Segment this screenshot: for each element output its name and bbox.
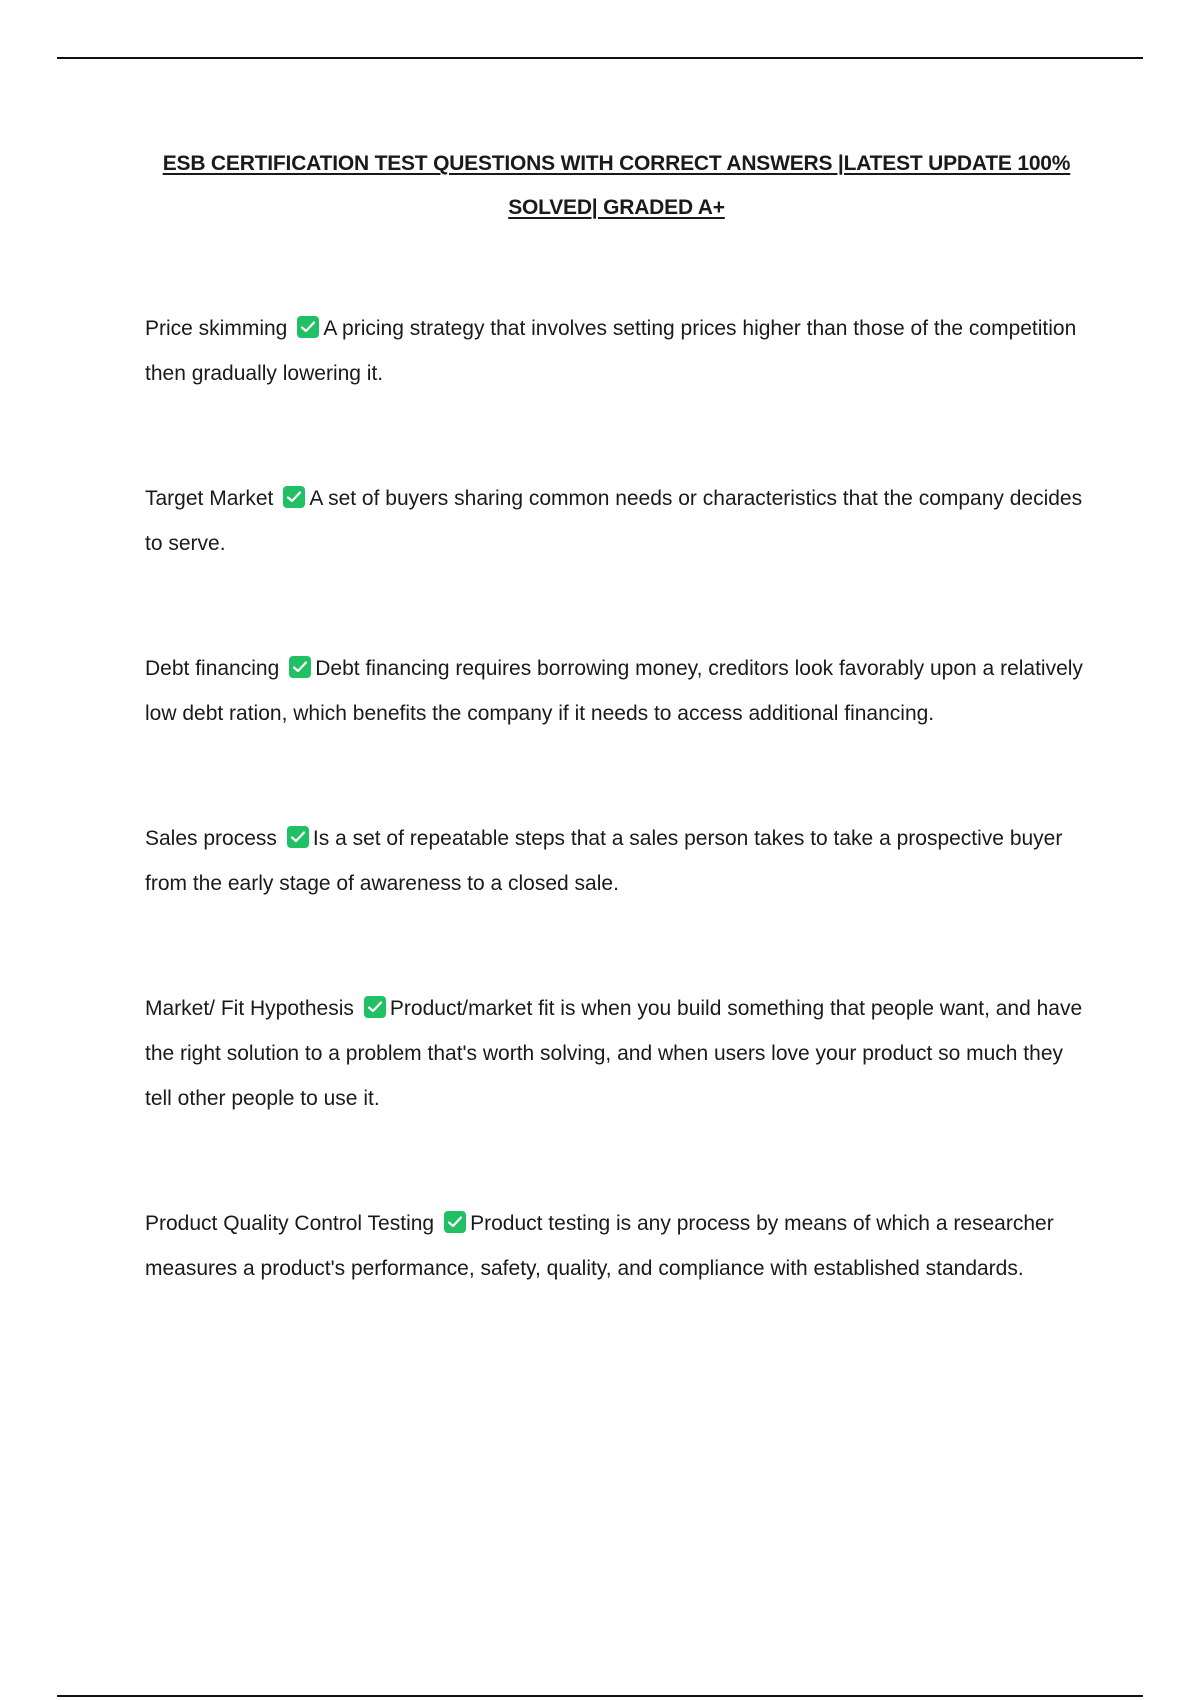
entry-term: Price skimming: [145, 317, 288, 340]
entry-target-market: [145, 476, 1095, 566]
entry-product-quality-control-testing: [145, 1201, 1095, 1291]
check-mark-icon: [283, 486, 305, 508]
check-mark-icon: [364, 996, 386, 1018]
entry-sales-process: [145, 816, 1095, 906]
check-mark-icon: [287, 826, 309, 848]
entry-definition: A set of buyers sharing common needs or characteristics that the company decides to serve.: [145, 487, 1083, 555]
entry-definition: Product/market fit is when you build something that people want, and have the right solution to a problem that's worth solving, and when users love your product so much they tell other people to use it.: [145, 997, 1083, 1110]
entry-definition: Is a set of repeatable steps that a sales person takes to take a prospective buyer from the early stage of awareness to a closed sale.: [145, 827, 1063, 895]
check-mark-icon: [289, 656, 311, 678]
check-mark-icon: [297, 316, 319, 338]
entry-term: Market/ Fit Hypothesis: [145, 997, 354, 1020]
entry-list: [145, 306, 1095, 1291]
entry-definition: A pricing strategy that involves setting prices higher than those of the competition then gradually lowering it.: [145, 317, 1077, 385]
entry-term: Product Quality Control Testing: [145, 1212, 435, 1235]
bottom-rule: [57, 1695, 1143, 1697]
check-mark-icon: [444, 1211, 466, 1233]
entry-definition: Debt financing requires borrowing money, creditors look favorably upon a relatively low debt ration, which benefits the company if it needs to access additional financing.: [145, 657, 1083, 725]
entry-definition: Product testing is any process by means of which a researcher measures a product's performance, safety, quality, and compliance with established standards.: [145, 1212, 1054, 1280]
entry-market-fit-hypothesis: [145, 986, 1095, 1121]
top-rule: [57, 57, 1143, 59]
entry-debt-financing: [145, 646, 1095, 736]
entry-term: Sales process: [145, 827, 277, 850]
entry-price-skimming: [145, 306, 1095, 396]
entry-term: Debt financing: [145, 657, 280, 680]
entry-term: Target Market: [145, 487, 274, 510]
document-title: ESB CERTIFICATION TEST QUESTIONS WITH CORRECT ANSWERS |LATEST UPDATE 100% SOLVED| GRADED A+: [162, 152, 1071, 219]
